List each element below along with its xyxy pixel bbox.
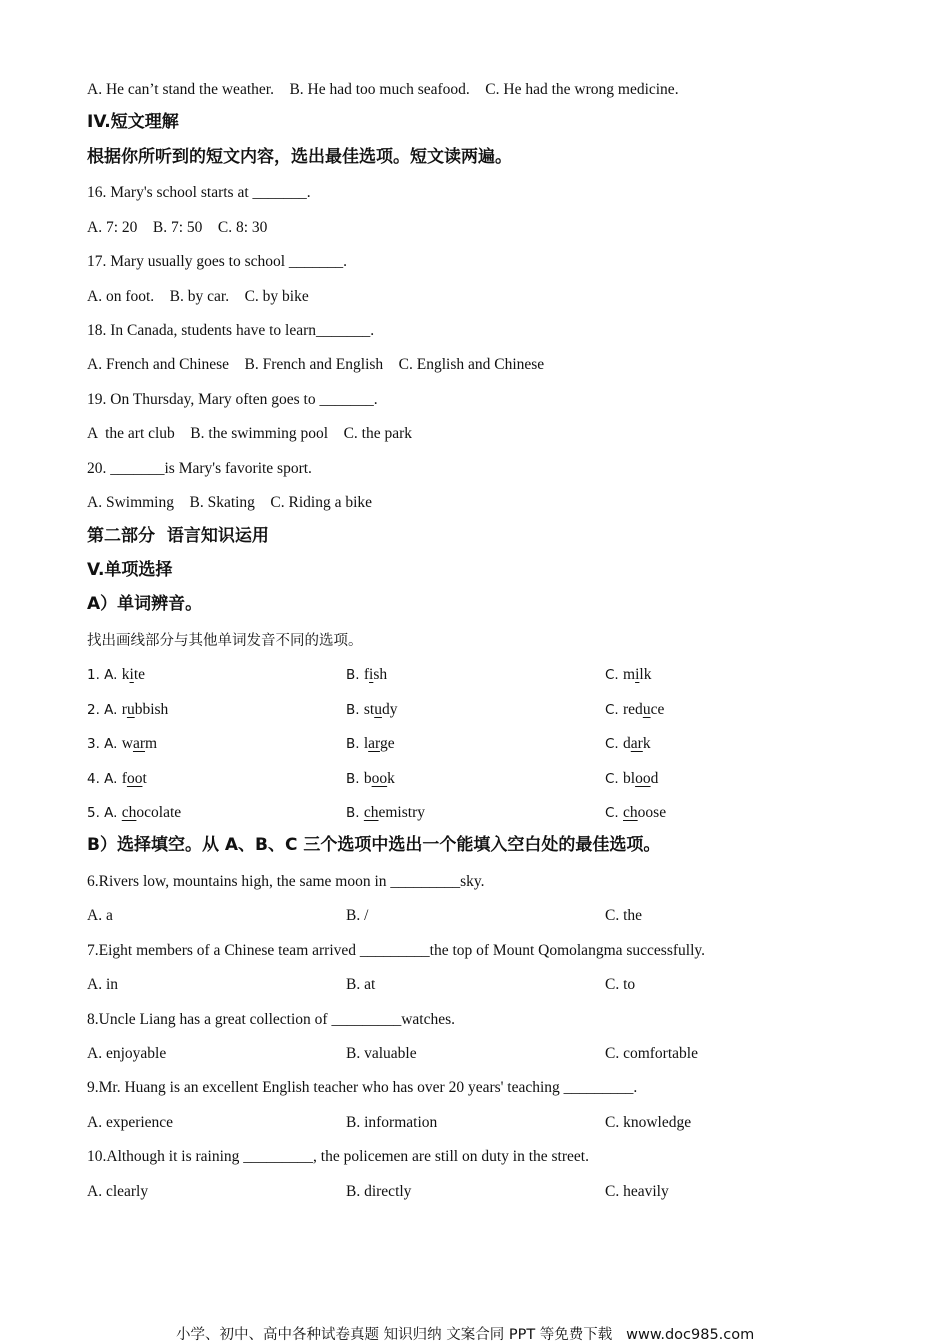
section-heading: 第二部分 语言知识运用 xyxy=(87,525,269,546)
option-pre: bl xyxy=(623,769,636,787)
underlined-letters: u xyxy=(642,700,651,718)
option-c xyxy=(605,734,651,754)
section-heading: B）选择填空。从 A、B、C 三个选项中选出一个能填入空白处的最佳选项。 xyxy=(87,835,661,856)
option-a: A. in xyxy=(87,976,118,994)
section-heading: IV.短文理解 xyxy=(87,112,179,133)
option-label: 1. A. xyxy=(87,667,122,684)
option-post: ocolate xyxy=(136,804,182,822)
option-a xyxy=(87,769,147,789)
option-b: B. / xyxy=(346,907,369,925)
option-a xyxy=(87,700,168,720)
option-label: C. xyxy=(605,701,624,718)
option-label: C. xyxy=(605,805,624,822)
option-b: B. directly xyxy=(346,1182,412,1200)
option-label: B. xyxy=(346,736,364,753)
option-post: t xyxy=(142,769,147,787)
option-pre: l xyxy=(363,735,369,753)
option-post: emistry xyxy=(378,804,425,822)
option-b xyxy=(346,803,425,823)
question-line: 9.Mr. Huang is an excellent English teacher who has over 20 years' teaching _________. xyxy=(87,1079,638,1097)
option-label: 2. A. xyxy=(87,701,122,718)
instruction-text: 找出画线部分与其他单词发音不同的选项。 xyxy=(87,632,363,649)
option-pre: f xyxy=(363,666,370,684)
option-b: B. information xyxy=(346,1113,438,1131)
option-b xyxy=(346,769,395,789)
option-label: C. xyxy=(605,736,624,753)
option-c xyxy=(605,803,666,823)
option-b xyxy=(346,734,395,754)
question-line: A the art club B. the swimming pool C. the park xyxy=(87,425,413,443)
option-c: C. the xyxy=(605,907,643,925)
underlined-letters: ar xyxy=(630,735,643,753)
option-b xyxy=(346,665,387,685)
option-c: C. to xyxy=(605,976,636,994)
option-a: A. enjoyable xyxy=(87,1045,167,1063)
option-post: te xyxy=(133,666,146,684)
option-label: B. xyxy=(346,805,364,822)
option-label: B. xyxy=(346,667,364,684)
option-c xyxy=(605,665,651,685)
option-c: C. heavily xyxy=(605,1182,669,1200)
option-b: B. at xyxy=(346,976,376,994)
underlined-letters: ch xyxy=(121,804,137,822)
option-pre: b xyxy=(363,769,372,787)
option-c xyxy=(605,700,664,720)
question-line: 17. Mary usually goes to school _______. xyxy=(87,253,348,271)
option-pre: r xyxy=(121,700,127,718)
option-pre: k xyxy=(121,666,130,684)
underlined-letters: oo xyxy=(371,769,388,787)
option-label: 5. A. xyxy=(87,805,122,822)
underlined-letters: oo xyxy=(126,769,143,787)
option-label: B. xyxy=(346,770,364,787)
option-b xyxy=(346,700,397,720)
question-line: 8.Uncle Liang has a great collection of _________watches. xyxy=(87,1010,456,1028)
option-label: 3. A. xyxy=(87,736,122,753)
footer-watermark: 小学、初中、高中各种试卷真题 知识归纳 文案合同 PPT 等免费下载 www.doc985.com xyxy=(176,1327,755,1343)
underlined-letters: u xyxy=(374,700,382,718)
option-a xyxy=(87,734,157,754)
option-pre: red xyxy=(623,700,643,718)
option-post: dy xyxy=(381,700,398,718)
option-post: lk xyxy=(639,666,652,684)
underlined-letters: ch xyxy=(623,804,638,822)
option-a: A. clearly xyxy=(87,1182,149,1200)
underlined-letters: i xyxy=(129,666,134,684)
option-pre: m xyxy=(623,666,636,684)
option-post: k xyxy=(642,735,651,753)
underlined-letters: u xyxy=(126,700,135,718)
question-line: A. 7: 20 B. 7: 50 C. 8: 30 xyxy=(87,218,268,236)
option-c: C. knowledge xyxy=(605,1113,692,1131)
option-a xyxy=(87,803,181,823)
question-line: 20. _______is Mary's favorite sport. xyxy=(87,459,312,477)
option-pre: w xyxy=(121,735,133,753)
option-label: C. xyxy=(605,770,624,787)
question-line: A. French and Chinese B. French and English C. English and Chinese xyxy=(87,356,545,374)
option-a: A. experience xyxy=(87,1113,174,1131)
option-post: ce xyxy=(650,700,665,718)
option-a xyxy=(87,665,145,685)
underlined-letters: i xyxy=(635,666,640,684)
option-post: d xyxy=(650,769,659,787)
option-post: bbish xyxy=(134,700,169,718)
section-heading: V.单项选择 xyxy=(87,560,173,581)
question-line: 19. On Thursday, Mary often goes to _______. xyxy=(87,390,378,408)
option-post: k xyxy=(387,769,395,787)
underlined-letters: ar xyxy=(132,735,146,753)
option-pre: f xyxy=(121,769,127,787)
option-c: C. comfortable xyxy=(605,1045,698,1063)
option-label: 4. A. xyxy=(87,770,122,787)
question-line: A. He can’t stand the weather. B. He had too much seafood. C. He had the wrong medicine. xyxy=(87,81,679,98)
underlined-letters: oo xyxy=(635,769,651,787)
underlined-letters: ch xyxy=(363,804,379,822)
question-line: 10.Although it is raining _________, the policemen are still on duty in the street. xyxy=(87,1148,589,1166)
option-b: B. valuable xyxy=(346,1045,417,1063)
option-pre: d xyxy=(623,735,631,753)
question-line: 18. In Canada, students have to learn_______. xyxy=(87,322,375,339)
option-post: oose xyxy=(637,804,667,822)
section-heading: 根据你所听到的短文内容，选出最佳选项。短文读两遍。 xyxy=(87,146,512,167)
question-line: A. on foot. B. by car. C. by bike xyxy=(87,287,309,305)
underlined-letters: ar xyxy=(368,735,380,753)
option-c xyxy=(605,769,658,789)
option-label: B. xyxy=(346,701,364,718)
option-a: A. a xyxy=(87,907,113,925)
underlined-letters: i xyxy=(369,666,374,684)
question-line: 16. Mary's school starts at _______. xyxy=(87,184,311,202)
option-post: sh xyxy=(373,666,388,684)
option-post: ge xyxy=(379,735,395,753)
option-post: m xyxy=(145,735,158,753)
question-line: A. Swimming B. Skating C. Riding a bike xyxy=(87,494,373,512)
section-heading: A）单词辨音。 xyxy=(87,594,203,615)
option-label: C. xyxy=(605,667,624,684)
question-line: 6.Rivers low, mountains high, the same moon in _________sky. xyxy=(87,872,485,890)
question-line: 7.Eight members of a Chinese team arrived _________the top of Mount Qomolangma successfully. xyxy=(87,941,706,959)
option-pre: st xyxy=(363,700,375,718)
